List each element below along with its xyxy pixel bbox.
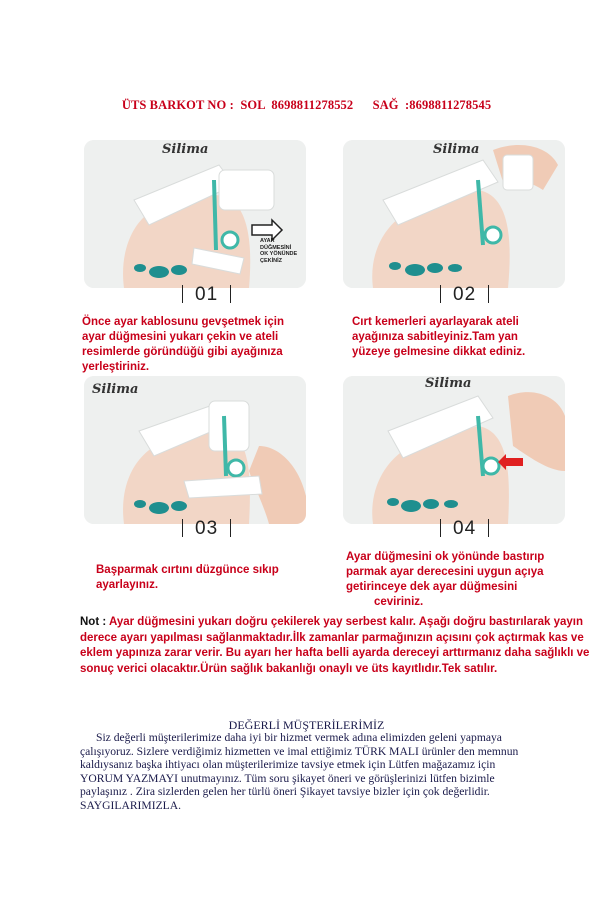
customers-title: DEĞERLİ MÜŞTERİLERİMİZ xyxy=(228,718,385,732)
divider xyxy=(488,519,489,537)
step-4-number: 04 xyxy=(428,518,501,540)
step-3-text: Başparmak cırtını düzgünce sıkıp ayarlayınız. xyxy=(96,564,279,591)
foot-splint-illustration-3 xyxy=(84,376,306,524)
brand-logo: Silima xyxy=(162,142,209,157)
step-1-photo xyxy=(84,140,306,288)
divider xyxy=(182,519,183,537)
step-3-photo xyxy=(84,376,306,524)
divider xyxy=(230,285,231,303)
step-2-number: 02 xyxy=(428,284,501,306)
note-paragraph xyxy=(80,615,600,677)
step-1-number: 01 xyxy=(170,284,243,306)
divider xyxy=(230,519,231,537)
customers-body: Siz değerli müşterilerimize daha iyi bir hizmet vermek adına elimizden geleni yapmaya çalışıyoruz. Sizlere verdiğimiz hizmetten ve imal ettiğimiz TÜRK MALI ürünler den memnun kaldıysanız başka ihtiyacı olan müşterilerimize tavsiye etmek için Lütfen mağazamız için YORUM YAZMAYI unutmayınız. Tüm soru şikayet öneri ve görüşlerinizi lütfen bizimle paylaşınız . Zira sizlerden gelen her türlü öneri Şikayet tavsiye bizler için çok değerlidir. SAYGILARIMIZLA. xyxy=(80,731,519,812)
step-4-photo xyxy=(343,376,565,524)
divider xyxy=(488,285,489,303)
brand-logo: Silima xyxy=(433,142,480,157)
divider xyxy=(182,285,183,303)
step-2-photo xyxy=(343,140,565,288)
step-3-number: 03 xyxy=(170,518,243,540)
note-text: Ayar düğmesini yukarı doğru çekilerek yay serbest kalır. Aşağı doğru bastırılarak yayın derece ayarı yapılması sağlanmaktadır.İlk zamanlar parmağınızın açısını çok açtırmak kas ve eklem yapınıza zarar verir. Bu ayarı her hafta belli ayarda dereceyi arttırmanız daha sağlıklı ve sonuç verici olacaktır.Ürün sağlık bakanlığı onaylı ve üts kayıtlıdır.Tek satılır. xyxy=(80,616,590,675)
barcode-line: ÜTS BARKOT NO : SOL 8698811278552 SAĞ :8698811278545 xyxy=(121,98,492,112)
step-4-text: Ayar düğmesini ok yönünde bastırıp parmak ayar derecesini uygun açıya getirinceye dek ayar düğmesini ceviriniz. xyxy=(346,551,545,608)
divider xyxy=(440,285,441,303)
note-label: Not : xyxy=(80,616,107,628)
brand-logo: Silima xyxy=(425,376,472,391)
foot-splint-illustration-1 xyxy=(84,140,306,288)
step-1-text: Önce ayar kablosunu gevşetmek için ayar düğmesini yukarı çekin ve ateli resimlerde göründüğü gibi ayağınıza yerleştiriniz. xyxy=(82,316,284,373)
brand-logo: Silima xyxy=(92,382,139,397)
divider xyxy=(440,519,441,537)
foot-splint-illustration-4 xyxy=(343,376,565,524)
step-1-callout: AYAR DÜĞMESİNİ OK YÖNÜNDE ÇEKİNİZ xyxy=(260,238,298,264)
step-2-text: Cırt kemerleri ayarlayarak ateli ayağınıza sabitleyiniz.Tam yan yüzeye gelmesine dikkat ediniz. xyxy=(352,316,526,358)
foot-splint-illustration-2 xyxy=(343,140,565,288)
